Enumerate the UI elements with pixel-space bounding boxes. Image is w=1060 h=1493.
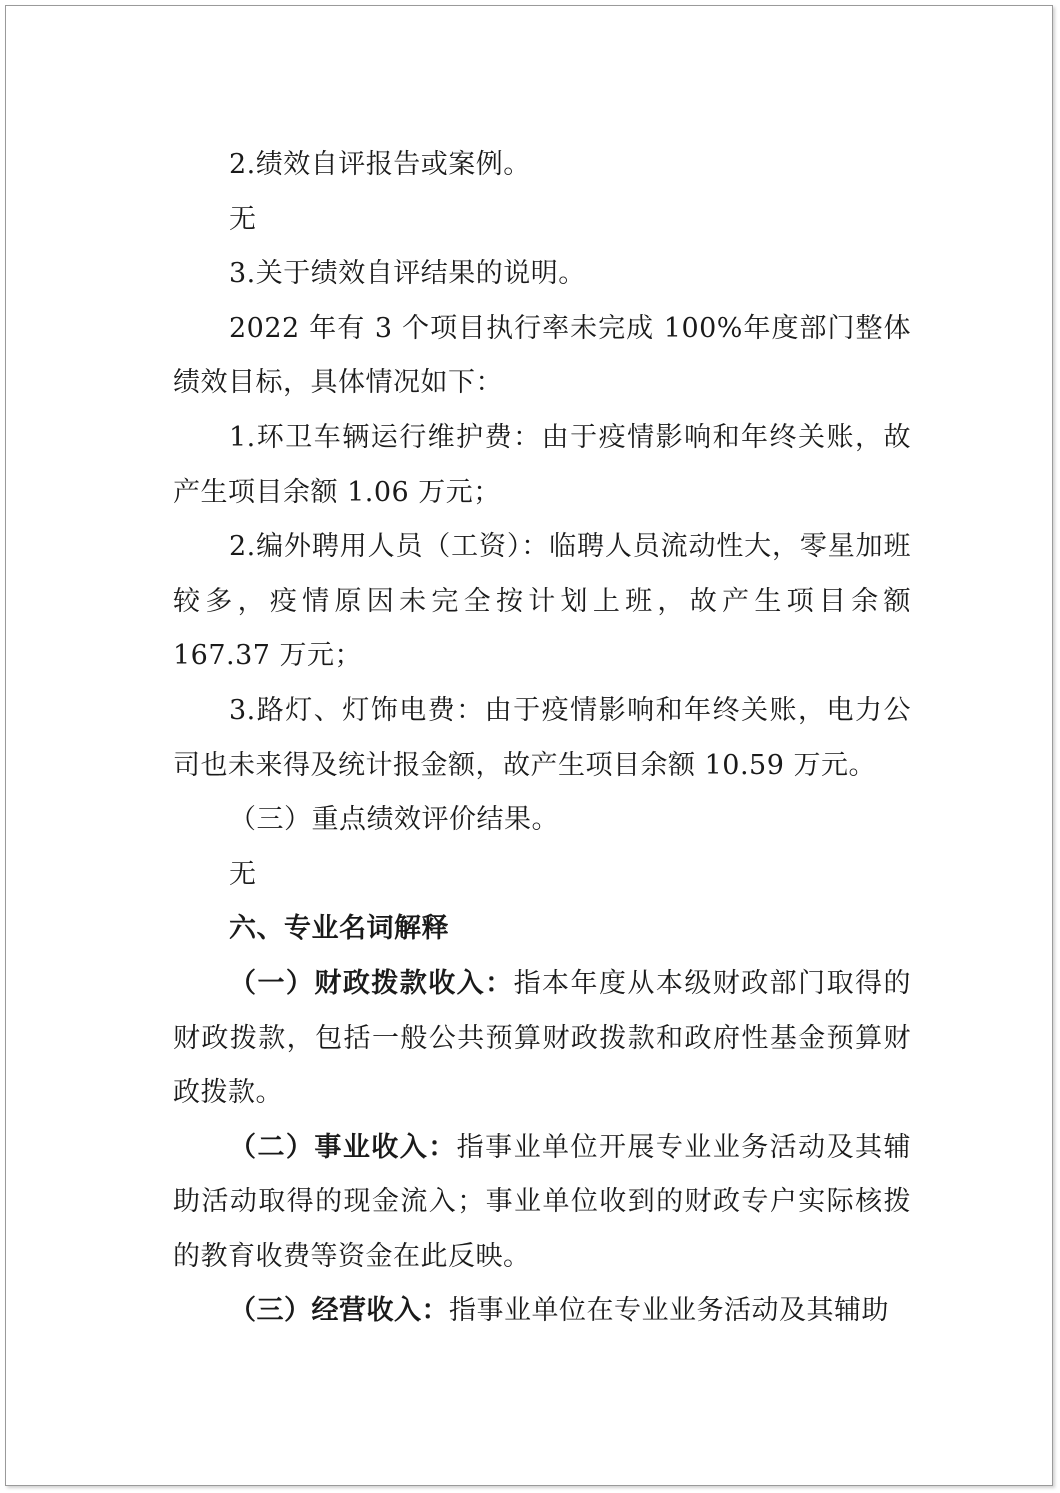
- paragraph-none-2: 无: [229, 858, 257, 890]
- definition-term: （二）事业收入：: [229, 1131, 457, 1163]
- definition-operating-income: [173, 1284, 911, 1339]
- definition-fiscal-appropriation: [173, 957, 911, 1121]
- definition-business-income: [173, 1121, 911, 1285]
- definition-text: 指事业单位开展专业业务活动及其辅助活动取得的现金流入；事业单位收到的财政专户实际核拨的教育收费等资金在此反映。: [173, 1131, 912, 1272]
- paragraph-street-lights: 3.路灯、灯饰电费：由于疫情影响和年终关账，电力公司也未来得及统计报金额，故产生项目余额 10.59 万元。: [173, 694, 911, 781]
- paragraph-contract-staff: 2.编外聘用人员（工资）：临聘人员流动性大，零星加班较多，疫情原因未完全按计划上班，故产生项目余额 167.37 万元；: [173, 531, 911, 672]
- paragraph-self-eval-report: 2.绩效自评报告或案例。: [229, 149, 531, 180]
- definition-text: 指本年度从本级财政部门取得的财政拨款，包括一般公共预算财政拨款和政府性基金预算财政拨款。: [173, 967, 912, 1109]
- definition-term: （三）经营收入：: [229, 1295, 449, 1327]
- paragraph-self-eval-explanation: 3.关于绩效自评结果的说明。: [229, 258, 586, 290]
- paragraph-key-evaluation: （三）重点绩效评价结果。: [229, 804, 559, 836]
- paragraph-sanitation-vehicles: 1.环卫车辆运行维护费：由于疫情影响和年终关账，故产生项目余额 1.06 万元；: [173, 421, 911, 508]
- document-page: [5, 5, 1053, 1486]
- section-heading-glossary: 六、专业名词解释: [229, 913, 449, 945]
- definition-term: （一）财政拨款收入：: [229, 967, 514, 999]
- paragraph-execution-rate: 2022 年有 3 个项目执行率未完成 100%年度部门整体绩效目标，具体情况如下：: [173, 312, 911, 399]
- paragraph-none-1: 无: [229, 203, 257, 235]
- document-body: [173, 138, 911, 1339]
- definition-text: 指事业单位在专业业务活动及其辅助: [449, 1295, 889, 1327]
